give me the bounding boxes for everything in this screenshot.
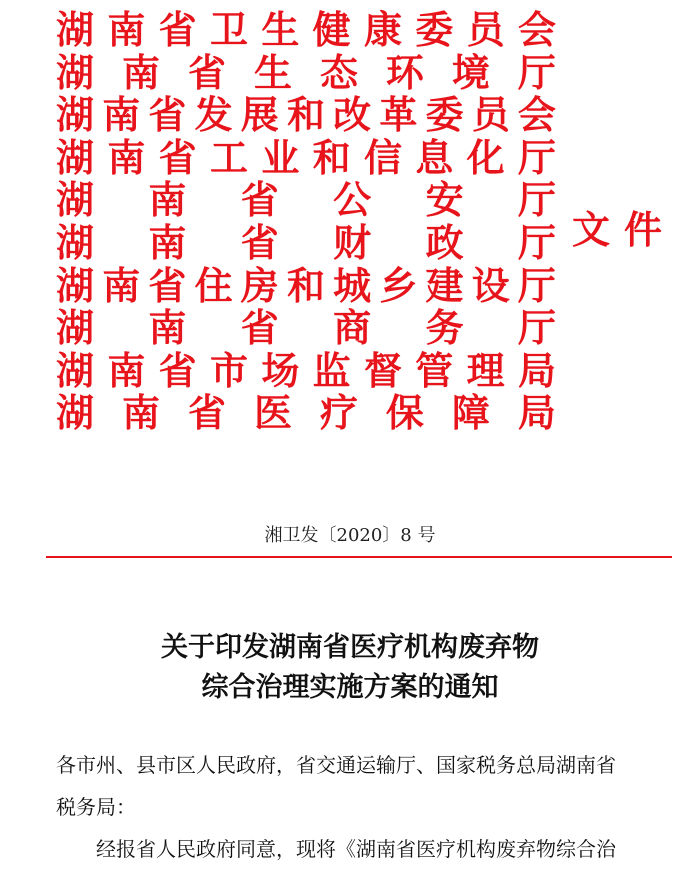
issuer-char: 息 [415,134,454,180]
issuer-row [56,390,556,436]
issuer-row [56,219,556,265]
issuer-char: 局 [517,390,556,436]
issuer-char: 湖 [56,305,95,351]
issuer-char: 监 [312,347,351,393]
document-title [0,628,700,708]
issuer-char: 省 [148,262,187,308]
document-body [56,744,656,870]
issuer-char: 厅 [517,134,556,180]
issuer-char: 信 [363,134,402,180]
issuer-char: 和 [312,134,351,180]
red-divider-line [46,556,672,558]
issuer-char: 湖 [56,92,95,138]
issuer-char: 商 [333,305,372,351]
issuer-char: 公 [333,177,372,223]
issuer-char: 委 [425,92,464,138]
issuer-char: 厅 [517,219,556,265]
salutation-line-1: 各市州、县市区人民政府，省交通运输厅、国家税务总局湖南省 [56,753,616,777]
issuer-char: 发 [194,92,233,138]
issuer-char: 省 [158,134,197,180]
issuer-char: 理 [466,347,505,393]
issuer-char: 湖 [56,177,95,223]
issuer-char: 态 [319,49,358,95]
issuer-char: 南 [148,219,187,265]
issuer-char: 湖 [56,219,95,265]
issuer-char: 南 [102,92,141,138]
issuer-char: 厅 [517,305,556,351]
issuing-agencies [56,7,556,436]
issuer-char: 局 [517,347,556,393]
issuer-row [56,134,556,180]
issuer-char: 务 [425,305,464,351]
issuer-char: 场 [261,347,300,393]
issuer-char: 南 [121,390,160,436]
issuer-char: 化 [466,134,505,180]
issuer-char: 南 [102,262,141,308]
document-suffix: 文件 [572,207,677,252]
issuer-char: 卫 [209,7,248,52]
issuer-char: 和 [286,92,325,138]
issuer-char: 南 [148,177,187,223]
title-line-2: 综合治理实施方案的通知 [201,672,499,703]
title-line-1: 关于印发湖南省医疗机构废弃物 [161,632,539,663]
issuer-char: 省 [158,347,197,393]
issuer-char: 省 [187,49,226,95]
issuer-char: 改 [333,92,372,138]
issuer-char: 城 [333,262,372,308]
issuer-char: 会 [517,7,556,52]
issuer-char: 障 [451,390,490,436]
issuer-char: 厅 [517,49,556,95]
issuer-row [56,262,556,308]
issuer-char: 康 [363,7,402,52]
salutation-line-2: 税务局： [56,795,136,819]
issuer-char: 生 [261,7,300,52]
issuer-row [56,92,556,138]
issuer-char: 员 [471,92,510,138]
issuer-row [56,49,556,95]
issuer-row [56,7,556,52]
issuer-row [56,347,556,393]
issuer-char: 展 [240,92,279,138]
issuer-char: 员 [466,7,505,52]
issuer-char: 境 [451,49,490,95]
issuer-char: 工 [209,134,248,180]
issuer-char: 生 [253,49,292,95]
issuer-char: 省 [187,390,226,436]
issuer-char: 湖 [56,7,95,52]
issuer-char: 南 [107,134,146,180]
issuer-char: 湖 [56,134,95,180]
issuer-char: 省 [158,7,197,52]
issuer-char: 疗 [319,390,358,436]
issuer-char: 南 [148,305,187,351]
issuer-char: 革 [379,92,418,138]
issuer-char: 南 [107,7,146,52]
issuer-char: 会 [517,92,556,138]
issuer-char: 厅 [517,262,556,308]
issuer-char: 委 [415,7,454,52]
issuer-char: 政 [425,219,464,265]
issuer-char: 省 [148,92,187,138]
issuer-char: 湖 [56,347,95,393]
issuer-char: 财 [333,219,372,265]
issuer-char: 省 [240,219,279,265]
issuer-char: 房 [240,262,279,308]
issuer-char: 保 [385,390,424,436]
issuer-char: 南 [121,49,160,95]
issuer-char: 乡 [379,262,418,308]
body-paragraph: 经报省人民政府同意，现将《湖南省医疗机构废弃物综合治 [96,837,616,861]
issuer-char: 湖 [56,262,95,308]
issuer-char: 环 [385,49,424,95]
issuer-char: 管 [415,347,454,393]
issuer-char: 和 [286,262,325,308]
document-number: 湘卫发〔2020〕8 号 [264,525,436,546]
issuer-char: 设 [471,262,510,308]
issuer-char: 市 [209,347,248,393]
issuer-char: 省 [240,305,279,351]
issuer-char: 厅 [517,177,556,223]
issuer-char: 南 [107,347,146,393]
issuer-char: 省 [240,177,279,223]
issuer-row [56,177,556,223]
issuer-char: 安 [425,177,464,223]
issuer-char: 建 [425,262,464,308]
issuer-char: 湖 [56,390,95,436]
issuer-char: 住 [194,262,233,308]
issuer-char: 业 [261,134,300,180]
issuer-char: 医 [253,390,292,436]
issuer-char: 健 [312,7,351,52]
issuer-char: 督 [363,347,402,393]
issuer-row [56,305,556,351]
issuer-char: 湖 [56,49,95,95]
